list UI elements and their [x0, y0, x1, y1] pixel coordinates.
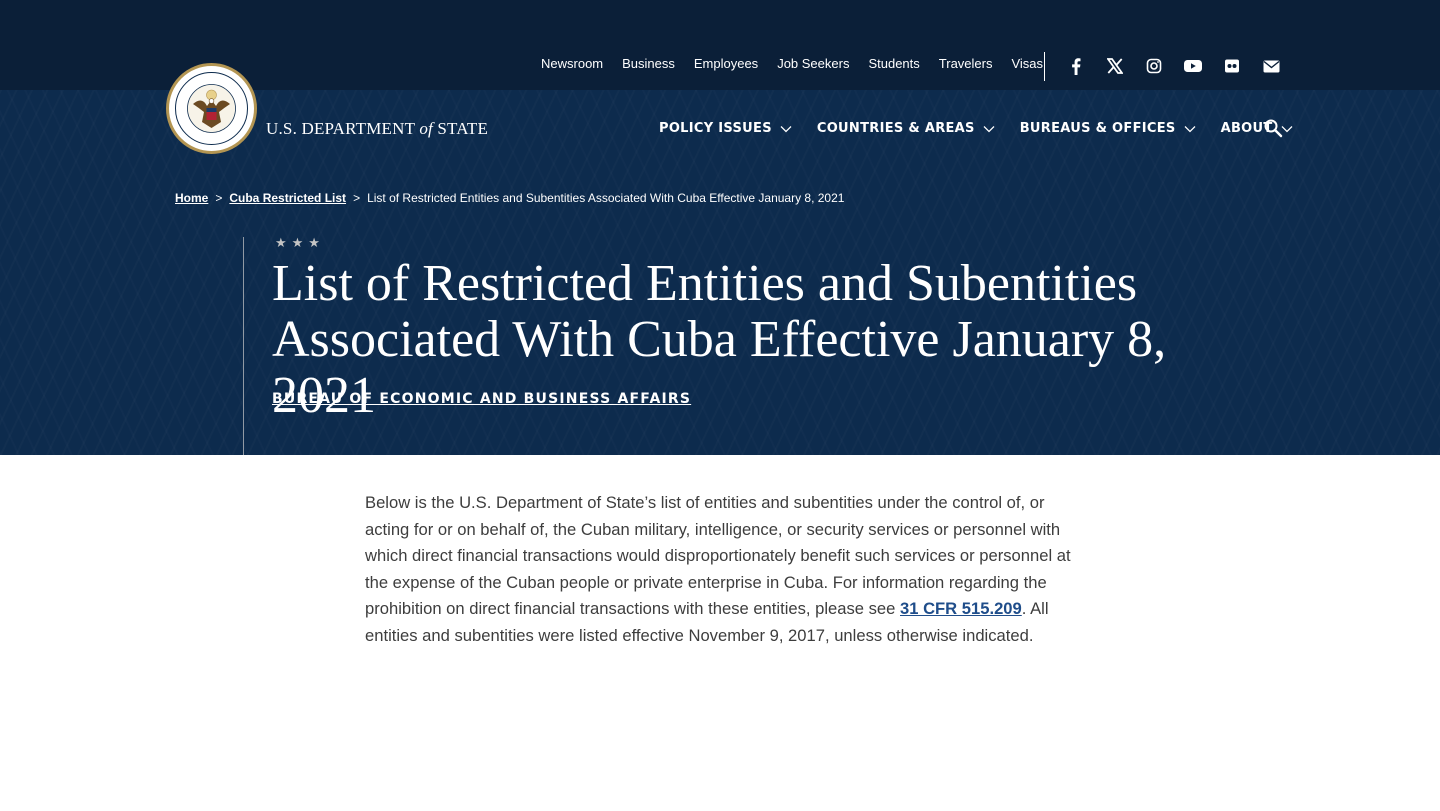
breadcrumb-separator: > [353, 191, 361, 205]
utility-divider [1044, 52, 1045, 81]
chevron-down-icon [983, 125, 995, 133]
utility-link-visas[interactable]: Visas [1011, 56, 1044, 71]
utility-link-travelers[interactable]: Travelers [938, 56, 993, 71]
flickr-icon[interactable] [1222, 56, 1242, 76]
main-nav [659, 121, 1318, 136]
nav-bureaus-offices[interactable]: BUREAUS & OFFICES [1020, 121, 1196, 136]
utility-link-employees[interactable]: Employees [693, 56, 759, 71]
breadcrumb-home[interactable]: Home [175, 191, 209, 205]
utility-nav [541, 56, 1062, 71]
breadcrumb [175, 191, 844, 205]
bureau-link[interactable]: BUREAU OF ECONOMIC AND BUSINESS AFFAIRS [272, 391, 692, 407]
email-icon[interactable] [1261, 56, 1281, 76]
utility-link-job-seekers[interactable]: Job Seekers [777, 56, 850, 71]
utility-link-business[interactable]: Business [622, 56, 675, 71]
breadcrumb-current: List of Restricted Entities and Subentities Associated With Cuba Effective January 8, 2021 [367, 191, 845, 205]
instagram-icon[interactable] [1144, 56, 1164, 76]
nav-countries-areas[interactable]: COUNTRIES & AREAS [817, 121, 995, 136]
breadcrumb-cuba-restricted-list[interactable]: Cuba Restricted List [229, 191, 347, 205]
nav-about[interactable]: ABOUT [1221, 121, 1293, 136]
chevron-down-icon [1184, 125, 1196, 133]
stars-decoration: ★★★ [275, 236, 325, 251]
page-title: List of Restricted Entities and Subentities Associated With Cuba Effective January 8, 2021 [272, 255, 1167, 424]
intro-paragraph: Below is the U.S. Department of State’s list of entities and subentities under the control of, or acting for or on behalf of, the Cuban military, intelligence, or security services or personnel with which direct financial transactions would disproportionately benefit such services or personnel at the expense of the Cuban people or private enterprise in Cuba. For information regarding the prohibition on direct financial transactions with these entities, please see 31 CFR 515.209. All entities and subentities were listed effective November 9, 2017, unless otherwise indicated. [365, 493, 1071, 645]
social-links [1066, 56, 1300, 76]
department-wordmark[interactable]: U.S. DEPARTMENT of STATE [266, 119, 489, 138]
title-accent-line [243, 237, 244, 455]
utility-link-newsroom[interactable]: Newsroom [541, 56, 604, 71]
nav-policy-issues[interactable]: POLICY ISSUES [659, 121, 792, 136]
chevron-down-icon [780, 125, 792, 133]
department-seal-logo[interactable] [166, 63, 257, 154]
breadcrumb-separator: > [215, 191, 223, 205]
x-twitter-icon[interactable] [1105, 56, 1125, 76]
utility-link-students[interactable]: Students [868, 56, 920, 71]
facebook-icon[interactable] [1066, 56, 1086, 76]
seal-emblem-icon [169, 66, 254, 151]
youtube-icon[interactable] [1183, 56, 1203, 76]
search-icon[interactable] [1263, 118, 1283, 138]
cfr-link[interactable]: 31 CFR 515.209 [900, 599, 1022, 619]
